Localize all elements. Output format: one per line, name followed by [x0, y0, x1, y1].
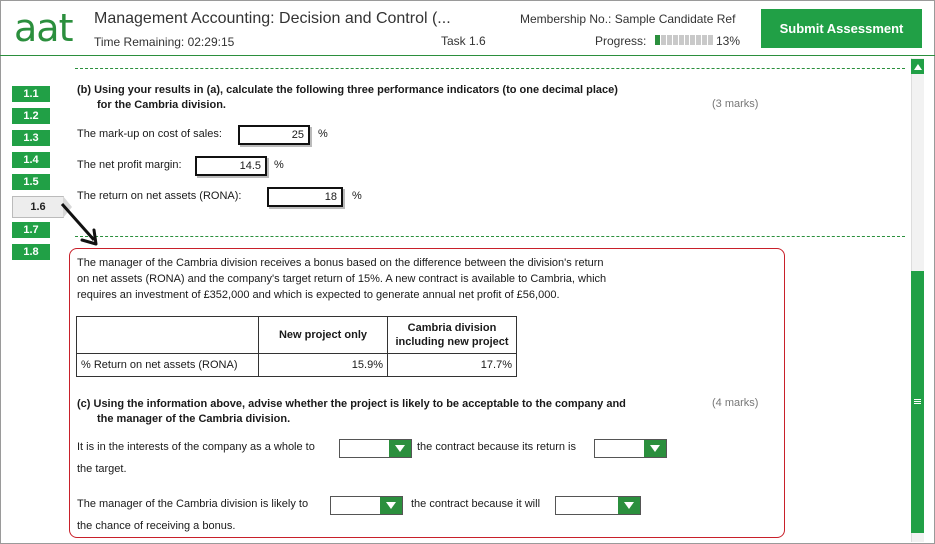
- rona-label: The return on net assets (RONA):: [77, 190, 242, 202]
- membership-number: Membership No.: Sample Candidate Ref: [520, 12, 736, 26]
- sentence2-suffix: the chance of receiving a bonus.: [77, 520, 236, 532]
- chevron-down-icon[interactable]: [389, 440, 411, 457]
- nav-task-1-4[interactable]: 1.4: [12, 152, 50, 168]
- header-divider: [0, 55, 935, 56]
- nav-task-1-5[interactable]: 1.5: [12, 174, 50, 190]
- sentence1-prefix: It is in the interests of the company as a whole to: [77, 441, 315, 453]
- task-label: Task 1.6: [441, 34, 486, 48]
- table-corner-cell: [77, 317, 259, 354]
- net-profit-margin-input[interactable]: 14.5: [195, 156, 267, 176]
- sentence1-suffix: the target.: [77, 463, 127, 475]
- progress-segment: [661, 35, 666, 45]
- markup-label: The mark-up on cost of sales:: [77, 128, 222, 140]
- rona-table: [76, 316, 517, 377]
- progress-segment: [708, 35, 713, 45]
- nav-task-1-2[interactable]: 1.2: [12, 108, 50, 124]
- scroll-up-arrow-icon[interactable]: [911, 59, 924, 74]
- col-header-new-project: New project only: [259, 317, 388, 354]
- net-profit-margin-label: The net profit margin:: [77, 159, 182, 171]
- markup-unit: %: [318, 128, 328, 140]
- progress-label: Progress:: [595, 34, 647, 48]
- row-label-rona: % Return on net assets (RONA): [77, 354, 259, 377]
- nav-task-1-8[interactable]: 1.8: [12, 244, 50, 260]
- nav-task-1-3[interactable]: 1.3: [12, 130, 50, 146]
- company-decision-dropdown[interactable]: [339, 439, 412, 458]
- sentence2-prefix: The manager of the Cambria division is likely to: [77, 498, 309, 510]
- net-profit-margin-unit: %: [274, 159, 284, 171]
- chevron-down-icon[interactable]: [618, 497, 640, 514]
- bonus-effect-dropdown[interactable]: [555, 496, 641, 515]
- chevron-down-icon[interactable]: [644, 440, 666, 457]
- rona-unit: %: [352, 190, 362, 202]
- submit-assessment-button[interactable]: Submit Assessment: [761, 9, 922, 48]
- time-remaining: Time Remaining: 02:29:15: [94, 35, 235, 49]
- nav-task-1-1[interactable]: 1.1: [12, 86, 50, 102]
- scenario-text: The manager of the Cambria division receives a bonus based on the difference between the division's return on net assets (RONA) and the company's target return of 15%. A new contract is available to Cambria, which requires an investment of £352,000 and which is expected to generate annual net profit of £56,000.: [77, 257, 607, 301]
- progress-segment: [673, 35, 678, 45]
- part-c-question: (c) Using the information above, advise whether the project is likely to be acceptable to the company and the manager of the Cambria division.: [77, 398, 626, 425]
- rona-new-project-value: 15.9%: [259, 354, 388, 377]
- rona-division-value: 17.7%: [388, 354, 517, 377]
- progress-bar: [655, 35, 713, 45]
- return-comparison-dropdown[interactable]: [594, 439, 667, 458]
- nav-task-1-6-active[interactable]: 1.6: [12, 196, 64, 218]
- progress-percent: 13%: [716, 34, 741, 48]
- progress-segment: [696, 35, 701, 45]
- chevron-down-icon[interactable]: [380, 497, 402, 514]
- table-row: [77, 354, 517, 377]
- markup-input[interactable]: 25: [238, 125, 310, 145]
- app-title: Management Accounting: Decision and Control (...: [94, 10, 451, 27]
- manager-decision-dropdown[interactable]: [330, 496, 403, 515]
- section-divider-middle: [75, 236, 905, 237]
- part-b-marks: (3 marks): [712, 98, 759, 110]
- nav-task-1-7[interactable]: 1.7: [12, 222, 50, 238]
- sentence1-middle: the contract because its return is: [417, 441, 576, 453]
- part-c-marks: (4 marks): [712, 397, 759, 409]
- progress-segment: [685, 35, 690, 45]
- scrollbar-grip-icon: [914, 399, 921, 404]
- col-header-division-incl-project: Cambria division including new project: [388, 317, 517, 354]
- progress-segment: [655, 35, 660, 45]
- progress-segment: [667, 35, 672, 45]
- sentence2-middle: the contract because it will: [411, 498, 541, 510]
- rona-input[interactable]: 18: [267, 187, 343, 207]
- part-b-question: (b) Using your results in (a), calculate the following three performance indicators (to one decimal place) for the Cambria division.: [77, 84, 618, 111]
- annotation-arrow-icon: [58, 200, 108, 252]
- progress-segment: [679, 35, 684, 45]
- section-divider-top: [75, 68, 905, 69]
- progress-segment: [702, 35, 707, 45]
- aat-logo: aat: [14, 6, 73, 50]
- progress-segment: [690, 35, 695, 45]
